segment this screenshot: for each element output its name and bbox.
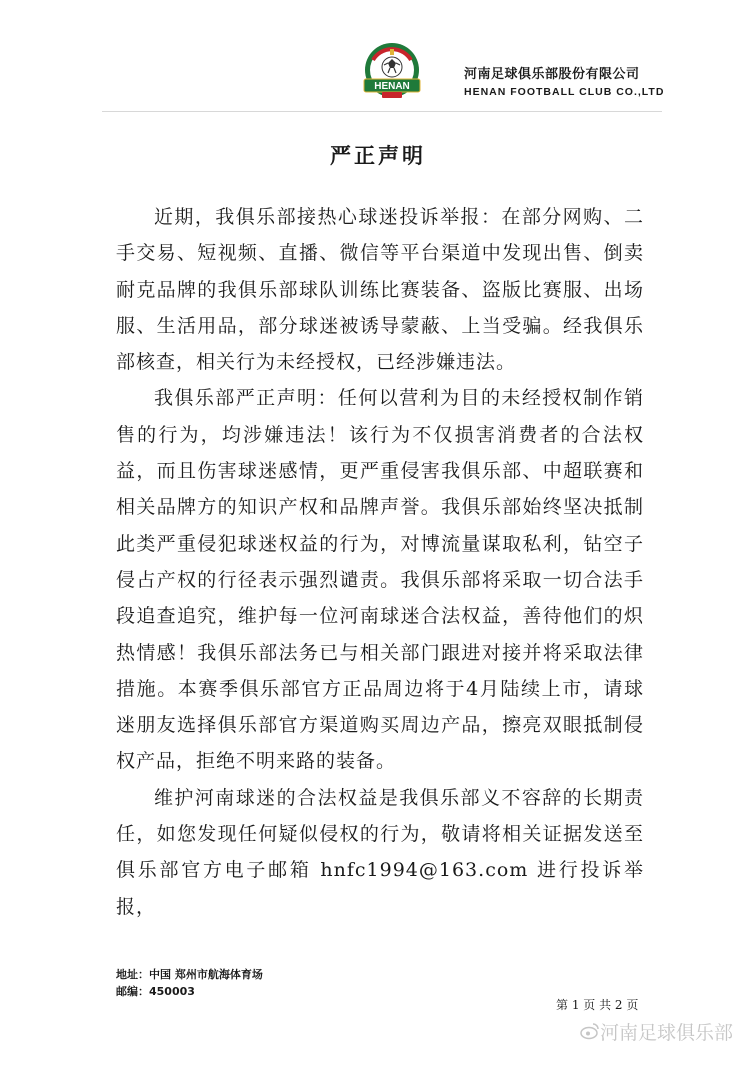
watermark-text: 河南足球俱乐部 (600, 1022, 734, 1044)
statement-body (116, 199, 644, 925)
company-name-cn: 河南足球俱乐部股份有限公司 (464, 67, 640, 82)
weibo-icon (580, 1022, 600, 1040)
paragraph-2: 我俱乐部严正声明：任何以营利为目的未经授权制作销售的行为，均涉嫌违法！该行为不仅损害消费者的合法权益，而且伤害球迷感情，更严重侵害我俱乐部、中超联赛和相关品牌方的知识产权和品牌声誉。我俱乐部始终坚决抵制此类严重侵犯球迷权益的行为，对博流量谋取私利，钻空子侵占产权的行径表示强烈谴责。我俱乐部将采取一切合法手段追查追究，维护每一位河南球迷合法权益，善待他们的炽热情感！我俱乐部法务已与相关部门跟进对接并将采取法律措施。本赛季俱乐部官方正品周边将于4月陆续上市，请球迷朋友选择俱乐部官方渠道购买周边产品，擦亮双眼抵制侵权产品，拒绝不明来路的装备。 (116, 387, 644, 773)
company-name-en: HENAN FOOTBALL CLUB CO.,LTD (464, 86, 665, 98)
paragraph-1: 近期，我俱乐部接热心球迷投诉举报：在部分网购、二手交易、短视频、直播、微信等平台渠道中发现出售、倒卖耐克品牌的我俱乐部球队训练比赛装备、盗版比赛服、出场服、生活用品，部分球迷被诱导蒙蔽、上当受骗。经我俱乐部核查，相关行为未经授权，已经涉嫌违法。 (116, 206, 644, 374)
logo-text: HENAN (374, 81, 410, 92)
footer-address: 地址：中国 郑州市航海体育场 (116, 968, 263, 981)
header-divider (102, 111, 662, 112)
paragraph-3: 维护河南球迷的合法权益是我俱乐部义不容辞的长期责任，如您发现任何疑似侵权的行为，敬请将相关证据发送至俱乐部官方电子邮箱 hnfc1994@163.com 进行投诉举报， (116, 786, 644, 918)
company-name (464, 66, 714, 100)
footer-contact (116, 966, 263, 1000)
club-logo (360, 40, 424, 104)
footer-postcode: 邮编：450003 (116, 985, 195, 998)
page-number: 第 1 页 共 2 页 (556, 998, 639, 1012)
document-title: 严正声明 (330, 144, 426, 168)
